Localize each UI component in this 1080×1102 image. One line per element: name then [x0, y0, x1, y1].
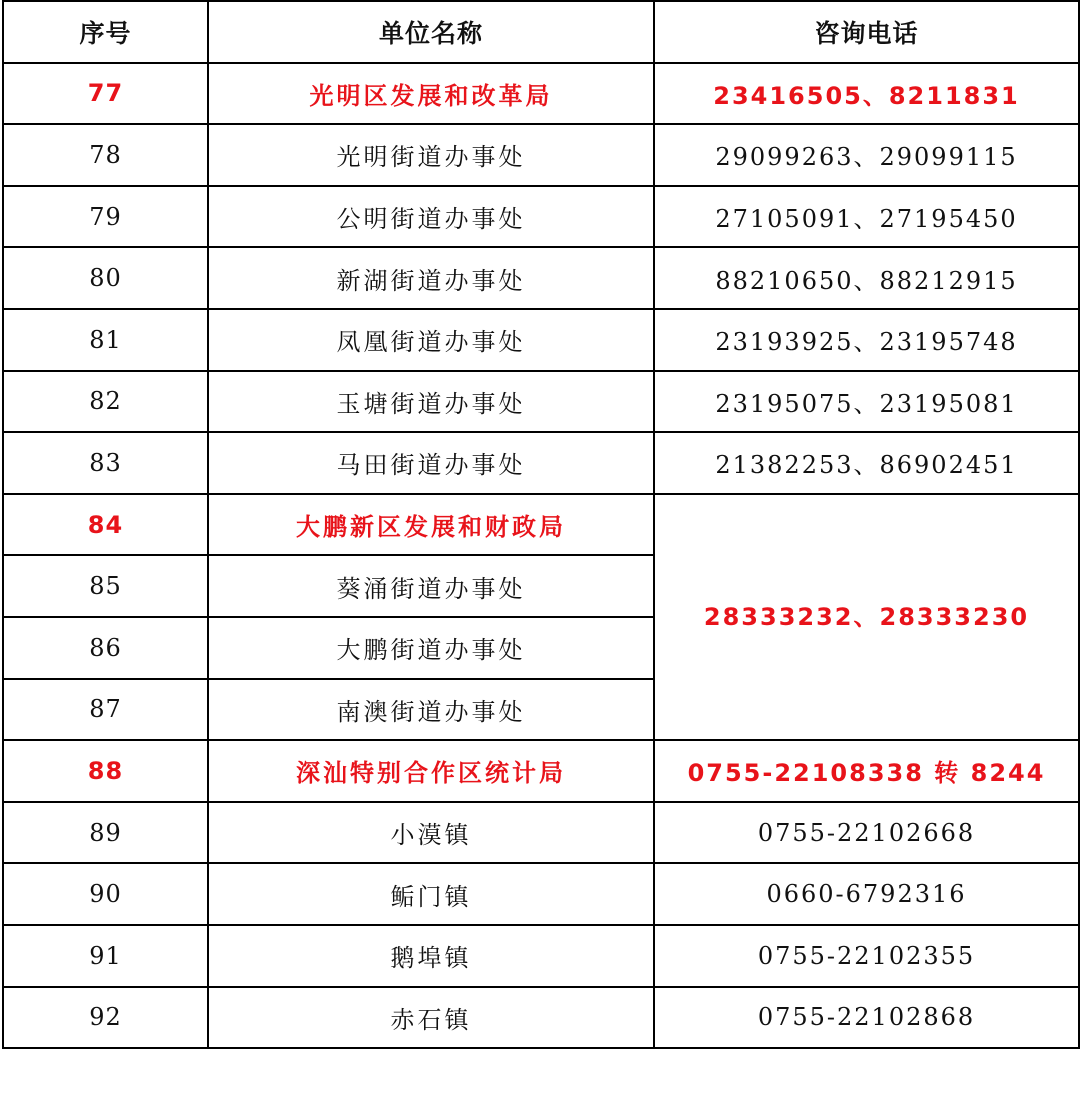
row-unit-name: 公明街道办事处 [208, 186, 654, 248]
row-phone: 0660-6792316 [654, 863, 1079, 925]
table-row [3, 863, 1079, 925]
row-phone: 0755-22102355 [654, 925, 1079, 987]
row-index: 86 [3, 617, 208, 679]
row-index: 79 [3, 186, 208, 248]
row-unit-name: 大鹏新区发展和财政局 [208, 494, 654, 556]
row-phone: 88210650、88212915 [654, 247, 1079, 309]
row-unit-name: 马田街道办事处 [208, 432, 654, 494]
table-row [3, 432, 1079, 494]
row-unit-name: 凤凰街道办事处 [208, 309, 654, 371]
table-row [3, 925, 1079, 987]
row-index: 88 [3, 740, 208, 802]
row-index: 84 [3, 494, 208, 556]
row-unit-name: 玉塘街道办事处 [208, 371, 654, 433]
row-index: 83 [3, 432, 208, 494]
table-row [3, 371, 1079, 433]
row-index: 85 [3, 555, 208, 617]
row-index: 91 [3, 925, 208, 987]
row-phone: 23195075、23195081 [654, 371, 1079, 433]
row-phone: 0755-22102868 [654, 987, 1079, 1049]
row-unit-name: 葵涌街道办事处 [208, 555, 654, 617]
row-index: 90 [3, 863, 208, 925]
table-row [3, 802, 1079, 864]
row-phone: 29099263、29099115 [654, 124, 1079, 186]
row-phone: 0755-22102668 [654, 802, 1079, 864]
contact-table [2, 0, 1080, 1049]
header-phone: 咨询电话 [654, 1, 1079, 63]
row-index: 77 [3, 63, 208, 125]
row-index: 81 [3, 309, 208, 371]
table-row [3, 186, 1079, 248]
row-phone: 23416505、8211831 [654, 63, 1079, 125]
header-unit-name: 单位名称 [208, 1, 654, 63]
table-row [3, 124, 1079, 186]
row-index: 82 [3, 371, 208, 433]
table-row [3, 987, 1079, 1049]
row-unit-name: 南澳街道办事处 [208, 679, 654, 741]
row-index: 92 [3, 987, 208, 1049]
row-phone: 27105091、27195450 [654, 186, 1079, 248]
row-unit-name: 小漠镇 [208, 802, 654, 864]
row-unit-name: 深汕特别合作区统计局 [208, 740, 654, 802]
row-unit-name: 新湖街道办事处 [208, 247, 654, 309]
table-row [3, 309, 1079, 371]
table-row [3, 494, 1079, 556]
row-index: 80 [3, 247, 208, 309]
row-phone: 0755-22108338 转 8244 [654, 740, 1079, 802]
table-header-row [3, 1, 1079, 63]
row-unit-name: 光明区发展和改革局 [208, 63, 654, 125]
row-index: 87 [3, 679, 208, 741]
row-index: 78 [3, 124, 208, 186]
row-index: 89 [3, 802, 208, 864]
row-unit-name: 鹅埠镇 [208, 925, 654, 987]
table-row [3, 63, 1079, 125]
header-index: 序号 [3, 1, 208, 63]
table-row [3, 247, 1079, 309]
row-unit-name: 赤石镇 [208, 987, 654, 1049]
row-unit-name: 鲘门镇 [208, 863, 654, 925]
row-phone: 23193925、23195748 [654, 309, 1079, 371]
row-unit-name: 大鹏街道办事处 [208, 617, 654, 679]
merged-phone: 28333232、28333230 [654, 494, 1079, 740]
table-row [3, 740, 1079, 802]
row-unit-name: 光明街道办事处 [208, 124, 654, 186]
row-phone: 21382253、86902451 [654, 432, 1079, 494]
